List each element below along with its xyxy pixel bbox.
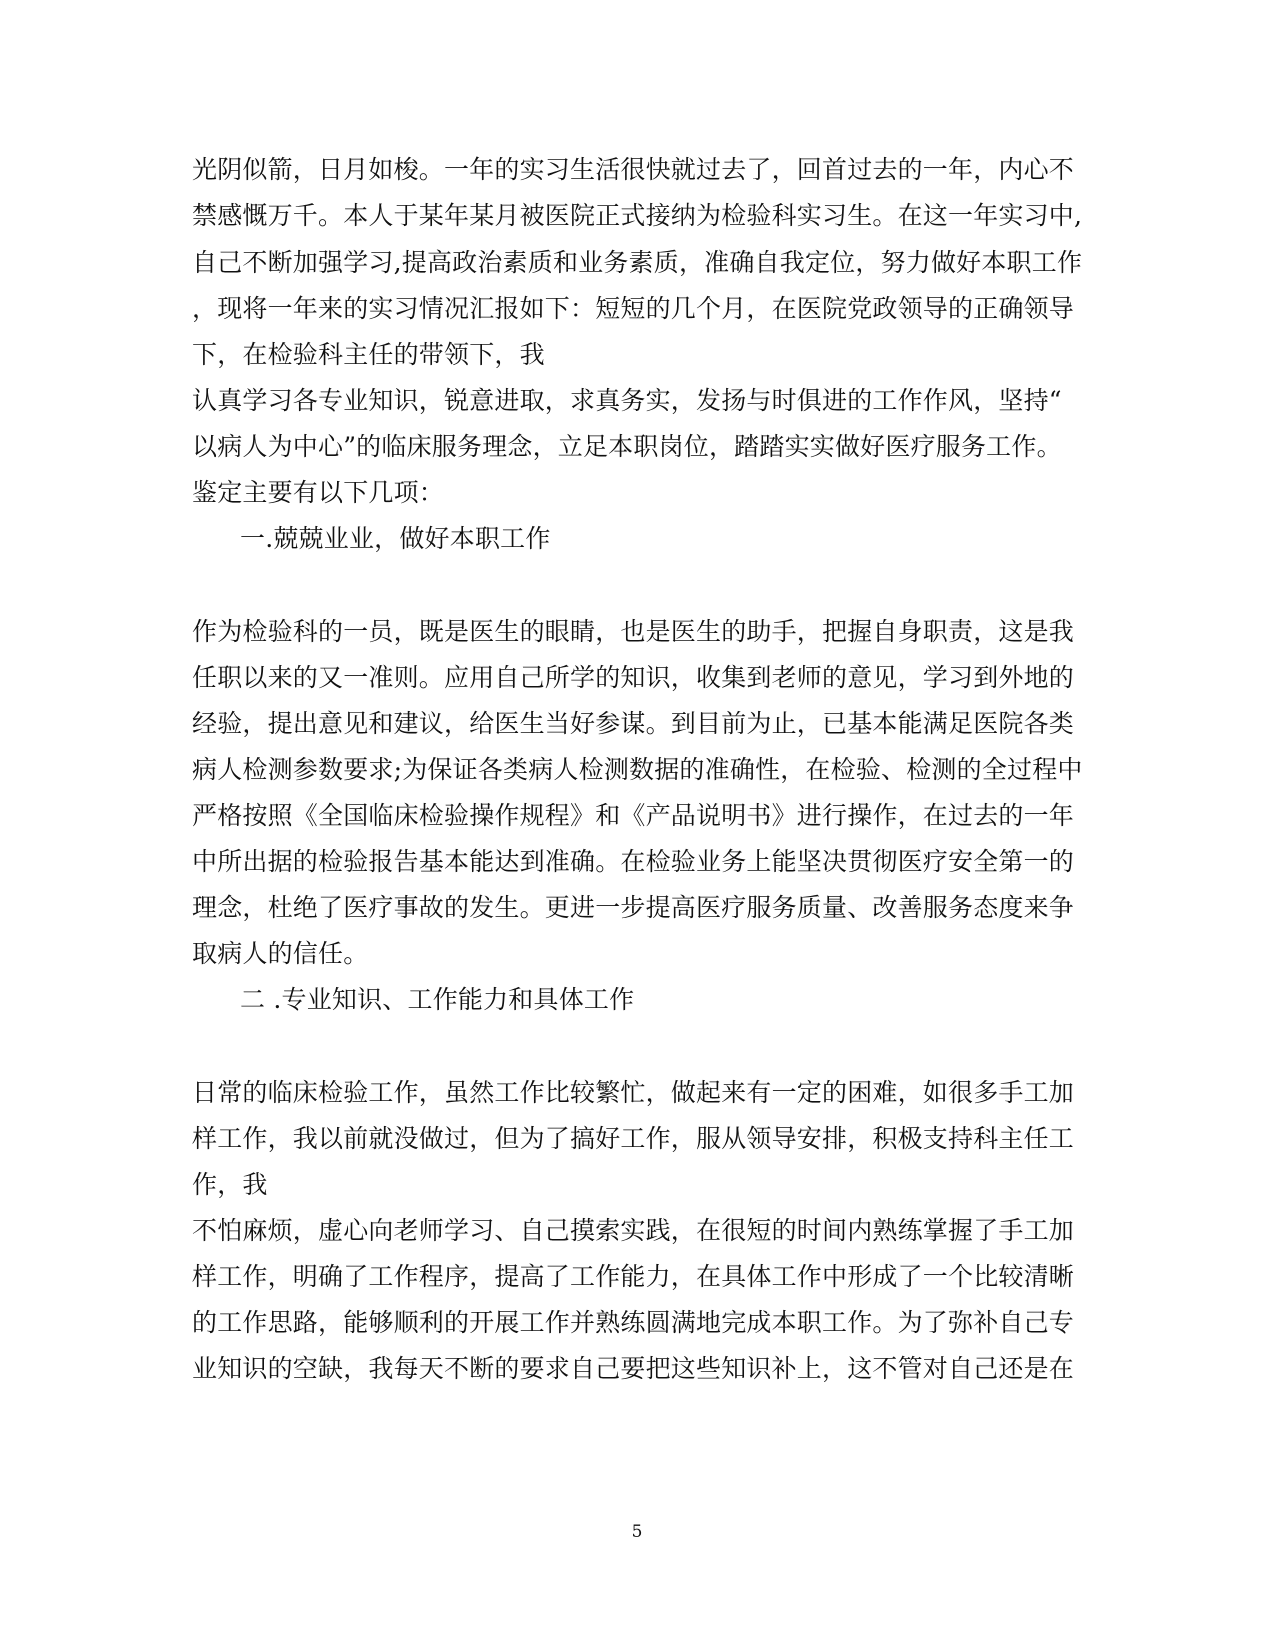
text-line: 业知识的空缺，我每天不断的要求自己要把这些知识补上，这不管对自己还是在 bbox=[192, 1354, 1075, 1383]
text-line: 中所出据的检验报告基本能达到准确。在检验业务上能坚决贯彻医疗安全第一的 bbox=[192, 847, 1075, 876]
text-line: ，现将一年来的实习情况汇报如下：短短的几个月，在医院党政领导的正确领导 bbox=[192, 294, 1075, 323]
text-line: 理念，杜绝了医疗事故的发生。更进一步提高医疗服务质量、改善服务态度来争 bbox=[192, 893, 1075, 922]
text-line: 严格按照《全国临床检验操作规程》和《产品说明书》进行操作，在过去的一年 bbox=[192, 801, 1075, 830]
text-line: 日常的临床检验工作，虽然工作比较繁忙，做起来有一定的困难，如很多手工加 bbox=[192, 1078, 1075, 1107]
page-number: 5 bbox=[631, 1522, 643, 1542]
text-line: 的工作思路，能够顺利的开展工作并熟练圆满地完成本职工作。为了弥补自己专 bbox=[192, 1308, 1075, 1337]
text-line: 鉴定主要有以下几项： bbox=[192, 478, 445, 507]
text-line: 不怕麻烦，虚心向老师学习、自己摸索实践，在很短的时间内熟练掌握了手工加 bbox=[192, 1216, 1075, 1245]
text-line: 样工作，我以前就没做过，但为了搞好工作，服从领导安排，积极支持科主任工 bbox=[192, 1124, 1075, 1153]
text-line: 光阴似箭，日月如梭。一年的实习生活很快就过去了，回首过去的一年，内心不 bbox=[192, 155, 1075, 184]
text-line: 取病人的信任。 bbox=[192, 939, 369, 968]
text-line: 作为检验科的一员，既是医生的眼睛，也是医生的助手，把握自身职责，这是我 bbox=[192, 617, 1075, 646]
text-line: 经验，提出意见和建议，给医生当好参谋。到目前为止，已基本能满足医院各类 bbox=[192, 709, 1075, 738]
section-heading-1: 一.兢兢业业，做好本职工作 bbox=[240, 524, 551, 553]
text-line: 自己不断加强学习,提高政治素质和业务素质，准确自我定位，努力做好本职工作 bbox=[192, 248, 1083, 277]
section-heading-2: 二 .专业知识、工作能力和具体工作 bbox=[240, 985, 635, 1014]
text-line: 样工作，明确了工作程序，提高了工作能力，在具体工作中形成了一个比较清晰 bbox=[192, 1262, 1075, 1291]
text-line: 任职以来的又一准则。应用自己所学的知识，收集到老师的意见，学习到外地的 bbox=[192, 663, 1075, 692]
text-line: 病人检测参数要求;为保证各类病人检测数据的准确性，在检验、检测的全过程中 bbox=[192, 755, 1083, 784]
text-line: 禁感慨万千。本人于某年某月被医院正式接纳为检验科实习生。在这一年实习中, bbox=[192, 201, 1083, 230]
text-line: 认真学习各专业知识，锐意进取，求真务实，发扬与时俱进的工作作风，坚持“ bbox=[192, 386, 1062, 415]
text-line: 下，在检验科主任的带领下，我 bbox=[192, 340, 545, 369]
text-line: 作，我 bbox=[192, 1170, 268, 1199]
text-line: 以病人为中心”的临床服务理念，立足本职岗位，踏踏实实做好医疗服务工作。 bbox=[192, 432, 1062, 461]
